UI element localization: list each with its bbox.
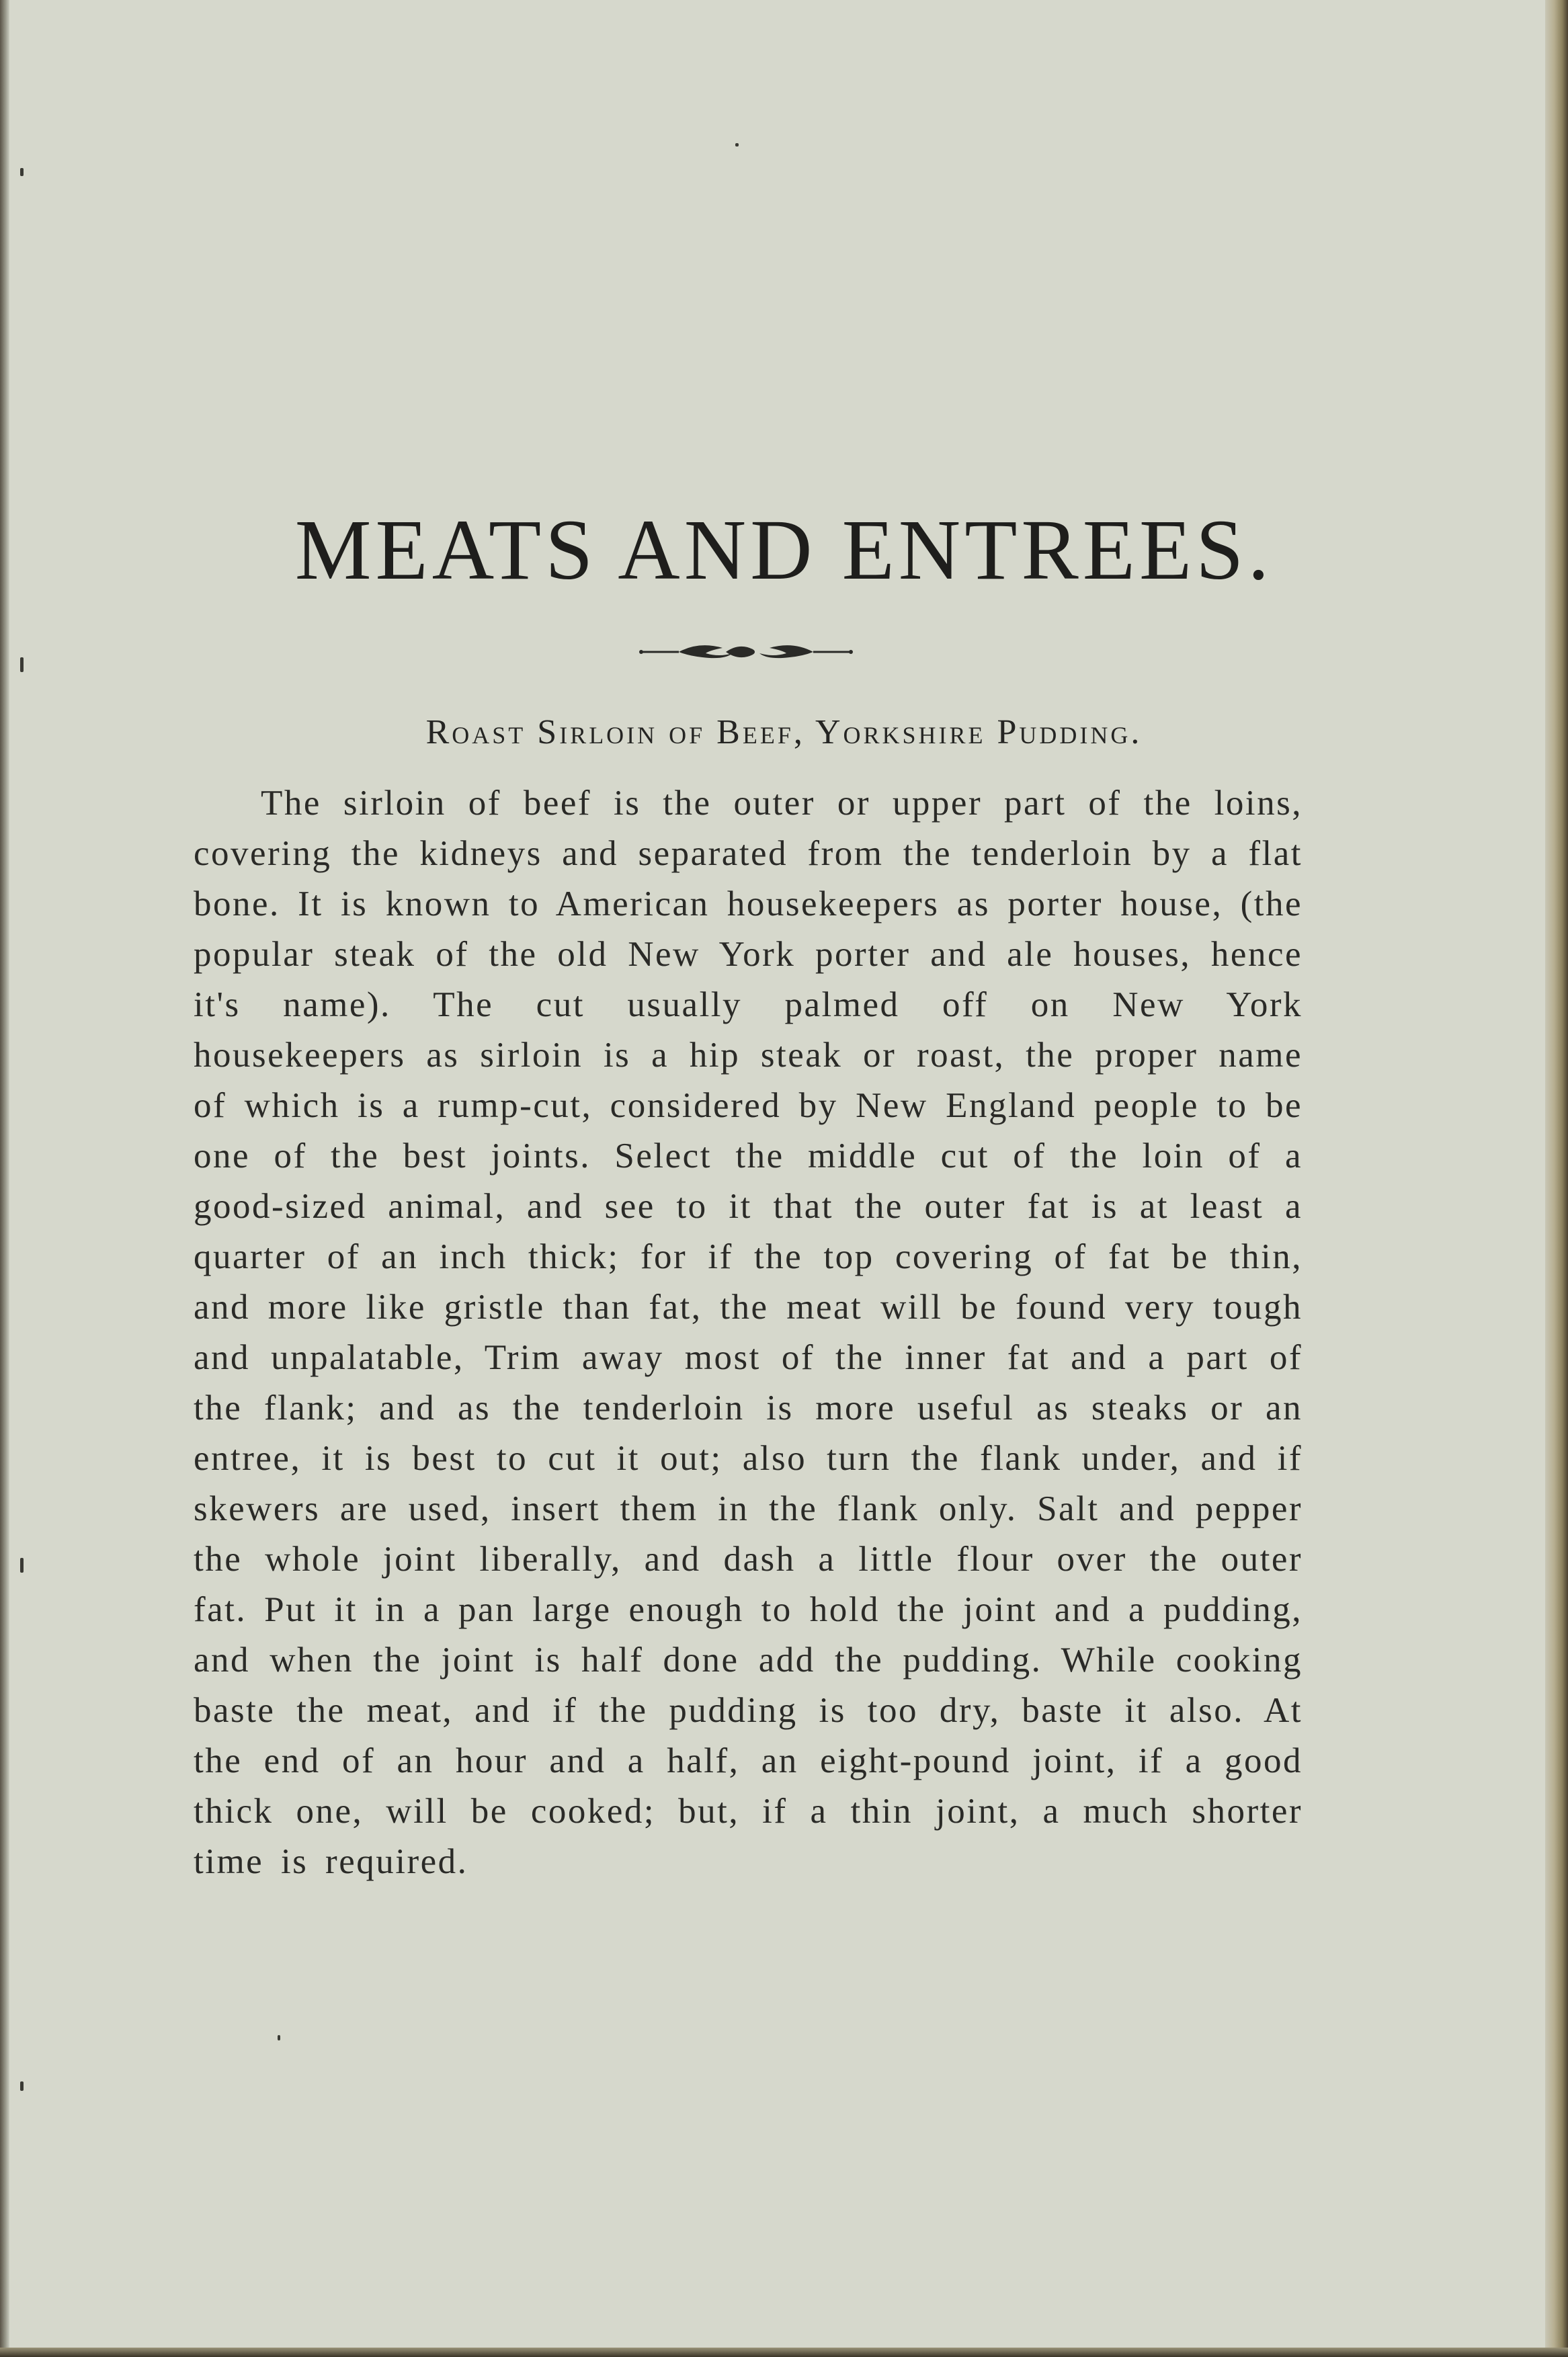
page-spine-edge: [0, 0, 9, 2357]
page-right-edge: [1545, 0, 1568, 2357]
margin-speck: [278, 2035, 280, 2040]
decorative-flourish-icon: [638, 638, 854, 665]
margin-speck: [20, 2081, 24, 2091]
margin-speck: [20, 168, 24, 176]
page-bottom-edge: [0, 2348, 1568, 2357]
margin-speck: [20, 1558, 24, 1573]
recipe-body: The sirloin of beef is the outer or upper part of the loins, covering the kidneys and separated from the tenderloin by a flat bone. It is known to American housekeepers as porter house, (the popular steak of the old New York porter and ale houses, hence it's name). The cut usually palmed off on New York housekeepers as sirloin is a hip steak or roast, the proper name of which is a rump-cut, considered by New England people to be one of the best joints. Select the middle cut of the loin of a good-sized animal, and see to it that the outer fat is at least a quarter of an inch thick; for if the top covering of fat be thin, and more like gristle than fat, the meat will be found very tough and unpalatable, Trim away most of the inner fat and a part of the flank; and as the tenderloin is more useful as steaks or an entree, it is best to cut it out; also turn the flank under, and if skewers are used, insert them in the flank only. Salt and pepper the whole joint liberally, and dash a little flour over the outer fat. Put it in a pan large enough to hold the joint and a pudding, and when the joint is half done add the pudding. While cooking baste the meat, and if the pudding is too dry, baste it also. At the end of an hour and a half, an eight-pound joint, if a good thick one, will be cooked; but, if a thin joint, a much shorter time is required.: [194, 784, 1303, 1881]
section-heading: MEATS AND ENTREES.: [294, 502, 1274, 597]
margin-speck: [735, 143, 739, 147]
recipe-title: Roast Sirloin of Beef, Yorkshire Pudding.: [425, 713, 1143, 751]
margin-speck: [20, 657, 24, 672]
